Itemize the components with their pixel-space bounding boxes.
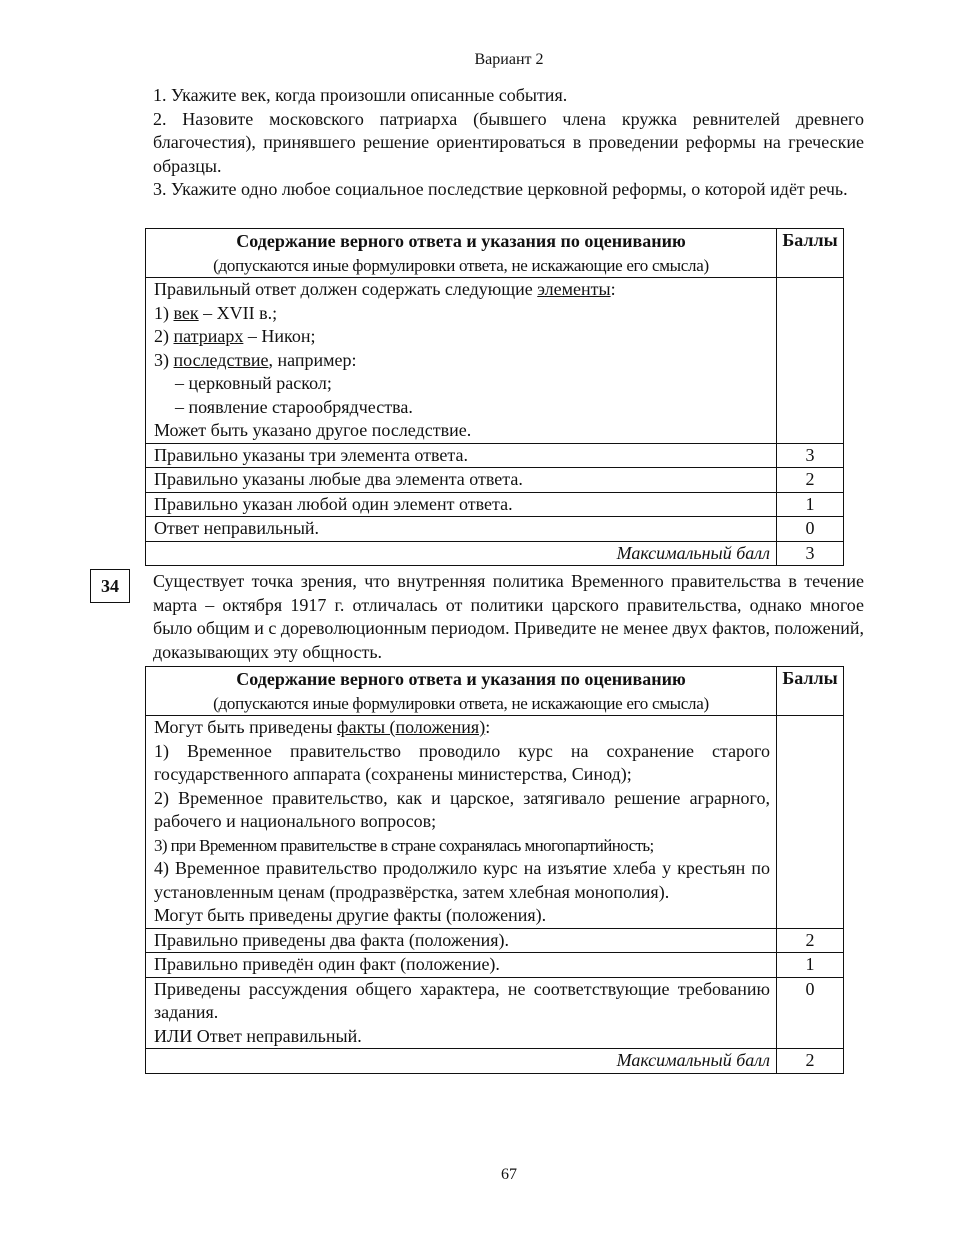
score-row-points: 0 <box>777 517 844 542</box>
max-score-value: 3 <box>777 541 844 566</box>
max-score-row <box>146 1049 844 1074</box>
score-row-text: Правильно указаны три элемента ответа. <box>146 443 777 468</box>
answer-fact-4: 4) Временное правительство продолжило курс на изъятие хлеба у крестьян по установленным ценам (продразвёрстка, затем хлебная монополия). <box>154 858 770 902</box>
score-row-points: 3 <box>777 443 844 468</box>
answer-note: Может быть указано другое последствие. <box>154 420 472 440</box>
table-header-row <box>146 667 844 716</box>
score-row <box>146 443 844 468</box>
answer-fact-1: 1) Временное правительство проводило курс на сохранение старого государственного аппарата (сохранены министерства, Синод); <box>154 740 770 784</box>
max-score-row <box>146 541 844 566</box>
q33-scoring-table <box>145 228 844 566</box>
score-row <box>146 977 844 1049</box>
table-header-subtitle: (допускаются иные формулировки ответа, не искажающие его смысла) <box>213 255 709 275</box>
answer-element-1: 1) век – XVII в.; <box>154 302 278 323</box>
max-score-label: Максимальный балл <box>146 541 777 566</box>
answer-note: Могут быть приведены другие факты (положения). <box>154 905 547 925</box>
score-row <box>146 468 844 493</box>
answer-example-2: – появление старообрядчества. <box>175 396 413 417</box>
score-row-text: Правильно приведён один факт (положение). <box>146 953 777 978</box>
table-header-subtitle: (допускаются иные формулировки ответа, не искажающие его смысла) <box>213 693 709 713</box>
q33-prompt-line-2: 2. Назовите московского патриарха (бывшего члена кружка ревнителей древнего благочестия), принявшего решение ориентироваться в проведении реформы на греческие образцы. <box>153 108 864 176</box>
page-number: 67 <box>501 1166 517 1183</box>
max-score-value: 2 <box>777 1049 844 1074</box>
score-row-text: Ответ неправильный. <box>146 517 777 542</box>
score-row-text: Правильно указан любой один элемент ответа. <box>146 492 777 517</box>
table-header-points: Баллы <box>777 667 844 716</box>
answer-intro: Могут быть приведены факты (положения): <box>154 717 491 737</box>
q33-prompt <box>153 84 864 202</box>
q34-prompt: Существует точка зрения, что внутренняя политика Временного правительства в течение марта – октября 1917 г. отличалась от политики царского правительства, однако многое было общим и с дореволюционным периодом. Приведите не менее двух фактов, положений, доказывающих эту общность. <box>153 571 864 662</box>
score-row-text-alt: ИЛИ Ответ неправильный. <box>154 1025 362 1046</box>
score-row <box>146 953 844 978</box>
score-row-points: 1 <box>777 953 844 978</box>
page-header: Вариант 2 <box>474 51 544 68</box>
score-row-points: 0 <box>777 977 844 1049</box>
score-row-text: Правильно указаны любые два элемента ответа. <box>146 468 777 493</box>
answer-fact-3: 3) при Временном правительстве в стране сохранялась многопартийность; <box>154 835 654 855</box>
answer-row <box>146 716 844 929</box>
answer-element-3: 3) последствие, например: <box>154 349 357 370</box>
score-row-text: Правильно приведены два факта (положения). <box>146 928 777 953</box>
score-row <box>146 928 844 953</box>
score-row-points: 2 <box>777 468 844 493</box>
score-row-points: 1 <box>777 492 844 517</box>
answer-example-1: – церковный раскол; <box>175 373 332 393</box>
table-header-points: Баллы <box>777 229 844 278</box>
max-score-label: Максимальный балл <box>146 1049 777 1074</box>
table-header-title: Содержание верного ответа и указания по оцениванию <box>236 669 686 689</box>
answer-row <box>146 278 844 444</box>
answer-intro: Правильный ответ должен содержать следующие элементы: <box>154 279 616 299</box>
score-row-text: Приведены рассуждения общего характера, не соответствующие требованию задания. <box>154 978 770 1022</box>
q33-prompt-line-1: 1. Укажите век, когда произошли описанные события. <box>153 85 568 105</box>
answer-fact-2: 2) Временное правительство, как и царское, затягивало решение аграрного, рабочего и национального вопросов; <box>154 787 770 831</box>
table-header-title: Содержание верного ответа и указания по оцениванию <box>236 231 686 251</box>
score-row <box>146 517 844 542</box>
q33-prompt-line-3: 3. Укажите одно любое социальное последствие церковной реформы, о которой идёт речь. <box>153 179 848 199</box>
q34-scoring-table <box>145 666 844 1074</box>
score-row <box>146 492 844 517</box>
table-header-row <box>146 229 844 278</box>
question-number-badge: 34 <box>90 569 130 603</box>
score-row-points: 2 <box>777 928 844 953</box>
answer-element-2: 2) патриарх – Никон; <box>154 326 316 346</box>
